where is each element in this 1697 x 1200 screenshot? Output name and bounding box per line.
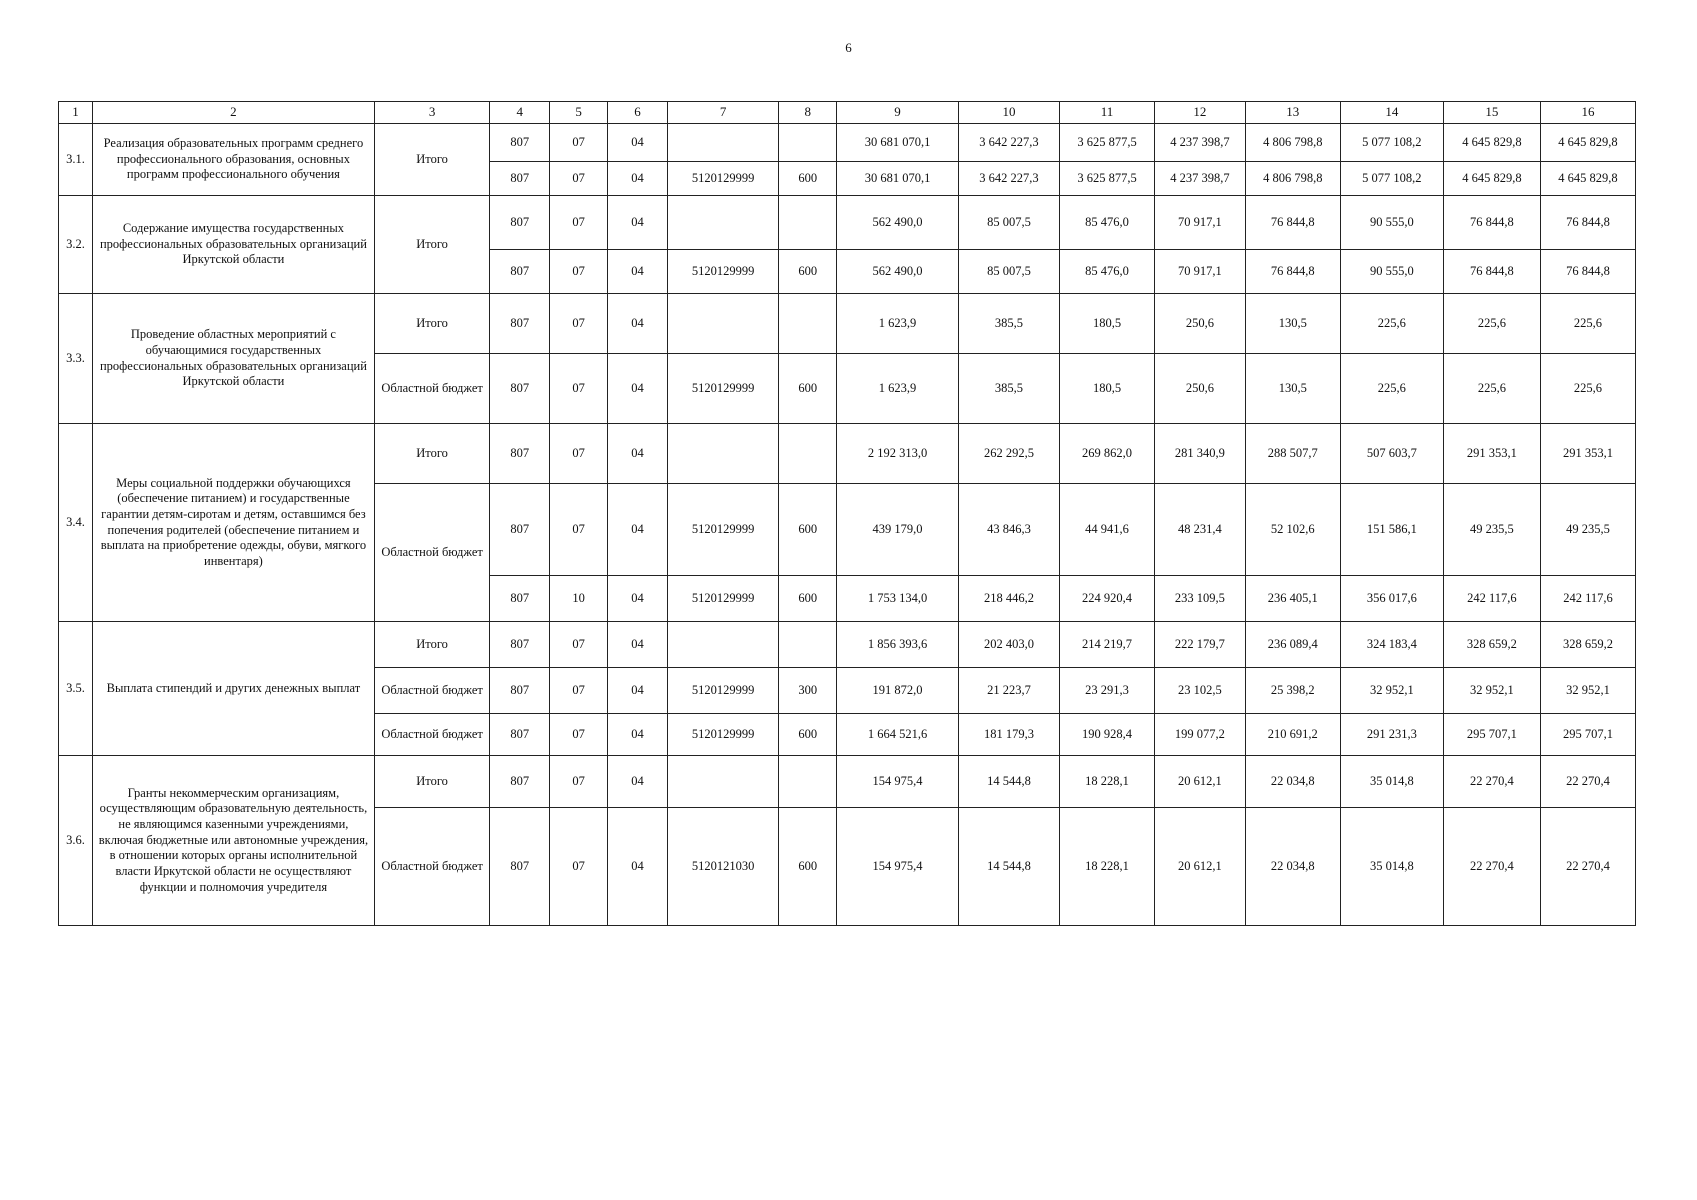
amount-col-16: 49 235,5 bbox=[1540, 484, 1635, 576]
grbs-code: 807 bbox=[490, 808, 550, 926]
expense-type-code: 600 bbox=[779, 162, 837, 196]
section-code: 07 bbox=[550, 484, 608, 576]
page-number: 6 bbox=[845, 40, 852, 55]
section-code: 07 bbox=[550, 756, 608, 808]
section-name: Реализация образовательных программ среднего профессионального образования, основных программ профессионального обучения bbox=[93, 124, 375, 196]
column-header-1: 1 bbox=[59, 102, 93, 124]
amount-col-10: 85 007,5 bbox=[958, 196, 1059, 250]
amount-col-14: 90 555,0 bbox=[1340, 250, 1443, 294]
amount-col-9: 1 623,9 bbox=[837, 294, 959, 354]
amount-col-16: 225,6 bbox=[1540, 294, 1635, 354]
amount-col-10: 14 544,8 bbox=[958, 808, 1059, 926]
amount-col-13: 25 398,2 bbox=[1245, 668, 1340, 714]
amount-col-14: 291 231,3 bbox=[1340, 714, 1443, 756]
subsection-code: 04 bbox=[608, 808, 668, 926]
column-header-4: 4 bbox=[490, 102, 550, 124]
amount-col-12: 233 109,5 bbox=[1154, 576, 1245, 622]
amount-col-10: 385,5 bbox=[958, 354, 1059, 424]
section-name: Проведение областных мероприятий с обучающимися государственных профессиональных образовательных организаций Иркутской области bbox=[93, 294, 375, 424]
amount-col-13: 4 806 798,8 bbox=[1245, 124, 1340, 162]
column-header-2: 2 bbox=[93, 102, 375, 124]
amount-col-13: 130,5 bbox=[1245, 354, 1340, 424]
column-header-15: 15 bbox=[1443, 102, 1540, 124]
funding-source: Областной бюджет bbox=[374, 714, 490, 756]
amount-col-13: 22 034,8 bbox=[1245, 756, 1340, 808]
amount-col-12: 281 340,9 bbox=[1154, 424, 1245, 484]
target-item-code: 5120129999 bbox=[667, 668, 778, 714]
column-header-16: 16 bbox=[1540, 102, 1635, 124]
funding-source: Областной бюджет bbox=[374, 808, 490, 926]
subsection-code: 04 bbox=[608, 756, 668, 808]
budget-table bbox=[58, 101, 1636, 926]
amount-col-9: 1 623,9 bbox=[837, 354, 959, 424]
target-item-code: 5120129999 bbox=[667, 162, 778, 196]
amount-col-11: 224 920,4 bbox=[1060, 576, 1155, 622]
subsection-code: 04 bbox=[608, 196, 668, 250]
amount-col-9: 2 192 313,0 bbox=[837, 424, 959, 484]
section-code: 07 bbox=[550, 250, 608, 294]
amount-col-11: 23 291,3 bbox=[1060, 668, 1155, 714]
section-name: Содержание имущества государственных профессиональных образовательных организаций Иркутской области bbox=[93, 196, 375, 294]
column-header-8: 8 bbox=[779, 102, 837, 124]
amount-col-14: 356 017,6 bbox=[1340, 576, 1443, 622]
column-header-9: 9 bbox=[837, 102, 959, 124]
amount-col-15: 4 645 829,8 bbox=[1443, 162, 1540, 196]
amount-col-12: 222 179,7 bbox=[1154, 622, 1245, 668]
column-header-10: 10 bbox=[958, 102, 1059, 124]
amount-col-15: 225,6 bbox=[1443, 354, 1540, 424]
section-number: 3.6. bbox=[59, 756, 93, 926]
amount-col-13: 210 691,2 bbox=[1245, 714, 1340, 756]
grbs-code: 807 bbox=[490, 162, 550, 196]
section-number: 3.3. bbox=[59, 294, 93, 424]
amount-col-10: 202 403,0 bbox=[958, 622, 1059, 668]
section-name: Выплата стипендий и других денежных выплат bbox=[93, 622, 375, 756]
amount-col-16: 4 645 829,8 bbox=[1540, 124, 1635, 162]
expense-type-code bbox=[779, 424, 837, 484]
subsection-code: 04 bbox=[608, 484, 668, 576]
amount-col-12: 70 917,1 bbox=[1154, 250, 1245, 294]
expense-type-code: 600 bbox=[779, 484, 837, 576]
section-number: 3.5. bbox=[59, 622, 93, 756]
grbs-code: 807 bbox=[490, 424, 550, 484]
amount-col-10: 14 544,8 bbox=[958, 756, 1059, 808]
column-header-5: 5 bbox=[550, 102, 608, 124]
expense-type-code: 600 bbox=[779, 250, 837, 294]
expense-type-code: 600 bbox=[779, 714, 837, 756]
section-name: Меры социальной поддержки обучающихся (обеспечение питанием) и государственные гарантии детям-сиротам и детям, оставшимся без попечения родителей (обеспечение питанием и выплата на приобретение одежды, обуви, мягкого инвентаря) bbox=[93, 424, 375, 622]
amount-col-16: 291 353,1 bbox=[1540, 424, 1635, 484]
target-item-code bbox=[667, 294, 778, 354]
section-number: 3.4. bbox=[59, 424, 93, 622]
amount-col-13: 4 806 798,8 bbox=[1245, 162, 1340, 196]
grbs-code: 807 bbox=[490, 124, 550, 162]
amount-col-12: 23 102,5 bbox=[1154, 668, 1245, 714]
amount-col-10: 21 223,7 bbox=[958, 668, 1059, 714]
amount-col-9: 562 490,0 bbox=[837, 250, 959, 294]
table-row bbox=[59, 756, 1636, 808]
amount-col-15: 242 117,6 bbox=[1443, 576, 1540, 622]
amount-col-16: 328 659,2 bbox=[1540, 622, 1635, 668]
target-item-code: 5120129999 bbox=[667, 250, 778, 294]
subsection-code: 04 bbox=[608, 424, 668, 484]
grbs-code: 807 bbox=[490, 196, 550, 250]
amount-col-15: 225,6 bbox=[1443, 294, 1540, 354]
amount-col-15: 291 353,1 bbox=[1443, 424, 1540, 484]
amount-col-14: 225,6 bbox=[1340, 294, 1443, 354]
amount-col-12: 250,6 bbox=[1154, 354, 1245, 424]
amount-col-9: 30 681 070,1 bbox=[837, 124, 959, 162]
expense-type-code bbox=[779, 756, 837, 808]
amount-col-12: 70 917,1 bbox=[1154, 196, 1245, 250]
amount-col-13: 22 034,8 bbox=[1245, 808, 1340, 926]
target-item-code bbox=[667, 424, 778, 484]
amount-col-9: 562 490,0 bbox=[837, 196, 959, 250]
grbs-code: 807 bbox=[490, 294, 550, 354]
amount-col-15: 49 235,5 bbox=[1443, 484, 1540, 576]
column-header-6: 6 bbox=[608, 102, 668, 124]
expense-type-code bbox=[779, 294, 837, 354]
amount-col-13: 288 507,7 bbox=[1245, 424, 1340, 484]
target-item-code: 5120129999 bbox=[667, 354, 778, 424]
amount-col-9: 439 179,0 bbox=[837, 484, 959, 576]
target-item-code: 5120129999 bbox=[667, 576, 778, 622]
target-item-code: 5120129999 bbox=[667, 484, 778, 576]
amount-col-16: 76 844,8 bbox=[1540, 196, 1635, 250]
table-body bbox=[59, 124, 1636, 926]
amount-col-10: 385,5 bbox=[958, 294, 1059, 354]
grbs-code: 807 bbox=[490, 622, 550, 668]
amount-col-15: 32 952,1 bbox=[1443, 668, 1540, 714]
subsection-code: 04 bbox=[608, 354, 668, 424]
subsection-code: 04 bbox=[608, 714, 668, 756]
amount-col-9: 30 681 070,1 bbox=[837, 162, 959, 196]
funding-source: Итого bbox=[374, 124, 490, 196]
amount-col-10: 262 292,5 bbox=[958, 424, 1059, 484]
grbs-code: 807 bbox=[490, 484, 550, 576]
section-code: 07 bbox=[550, 124, 608, 162]
subsection-code: 04 bbox=[608, 576, 668, 622]
funding-source: Областной бюджет bbox=[374, 354, 490, 424]
section-code: 07 bbox=[550, 622, 608, 668]
grbs-code: 807 bbox=[490, 576, 550, 622]
section-code: 07 bbox=[550, 354, 608, 424]
amount-col-15: 295 707,1 bbox=[1443, 714, 1540, 756]
amount-col-15: 328 659,2 bbox=[1443, 622, 1540, 668]
subsection-code: 04 bbox=[608, 294, 668, 354]
funding-source: Областной бюджет bbox=[374, 484, 490, 622]
amount-col-14: 90 555,0 bbox=[1340, 196, 1443, 250]
expense-type-code: 600 bbox=[779, 354, 837, 424]
subsection-code: 04 bbox=[608, 162, 668, 196]
amount-col-16: 22 270,4 bbox=[1540, 756, 1635, 808]
amount-col-15: 4 645 829,8 bbox=[1443, 124, 1540, 162]
target-item-code: 5120129999 bbox=[667, 714, 778, 756]
expense-type-code: 600 bbox=[779, 576, 837, 622]
section-code: 10 bbox=[550, 576, 608, 622]
amount-col-11: 214 219,7 bbox=[1060, 622, 1155, 668]
section-name: Гранты некоммерческим организациям, осуществляющим образовательную деятельность, не являющимся казенными учреждениями, включая бюджетные или автономные учреждения, в отношении которых органы исполнительной власти Иркутской области не осуществляют функции и полномочия учредителя bbox=[93, 756, 375, 926]
table-row bbox=[59, 622, 1636, 668]
funding-source: Итого bbox=[374, 756, 490, 808]
section-code: 07 bbox=[550, 808, 608, 926]
amount-col-9: 154 975,4 bbox=[837, 808, 959, 926]
funding-source: Итого bbox=[374, 622, 490, 668]
amount-col-11: 44 941,6 bbox=[1060, 484, 1155, 576]
amount-col-15: 76 844,8 bbox=[1443, 196, 1540, 250]
target-item-code bbox=[667, 756, 778, 808]
amount-col-15: 22 270,4 bbox=[1443, 808, 1540, 926]
target-item-code bbox=[667, 124, 778, 162]
amount-col-12: 199 077,2 bbox=[1154, 714, 1245, 756]
amount-col-14: 507 603,7 bbox=[1340, 424, 1443, 484]
section-number: 3.1. bbox=[59, 124, 93, 196]
amount-col-9: 191 872,0 bbox=[837, 668, 959, 714]
funding-source: Итого bbox=[374, 294, 490, 354]
amount-col-14: 35 014,8 bbox=[1340, 756, 1443, 808]
amount-col-10: 3 642 227,3 bbox=[958, 124, 1059, 162]
amount-col-11: 85 476,0 bbox=[1060, 250, 1155, 294]
amount-col-11: 85 476,0 bbox=[1060, 196, 1155, 250]
header-row bbox=[59, 102, 1636, 124]
subsection-code: 04 bbox=[608, 124, 668, 162]
amount-col-11: 190 928,4 bbox=[1060, 714, 1155, 756]
section-number: 3.2. bbox=[59, 196, 93, 294]
amount-col-14: 5 077 108,2 bbox=[1340, 162, 1443, 196]
amount-col-11: 3 625 877,5 bbox=[1060, 162, 1155, 196]
expense-type-code bbox=[779, 124, 837, 162]
amount-col-10: 181 179,3 bbox=[958, 714, 1059, 756]
table-row bbox=[59, 294, 1636, 354]
amount-col-13: 236 089,4 bbox=[1245, 622, 1340, 668]
amount-col-13: 130,5 bbox=[1245, 294, 1340, 354]
funding-source: Итого bbox=[374, 424, 490, 484]
amount-col-13: 76 844,8 bbox=[1245, 196, 1340, 250]
amount-col-16: 225,6 bbox=[1540, 354, 1635, 424]
amount-col-13: 76 844,8 bbox=[1245, 250, 1340, 294]
table-row bbox=[59, 424, 1636, 484]
amount-col-14: 32 952,1 bbox=[1340, 668, 1443, 714]
expense-type-code: 300 bbox=[779, 668, 837, 714]
amount-col-13: 52 102,6 bbox=[1245, 484, 1340, 576]
grbs-code: 807 bbox=[490, 756, 550, 808]
amount-col-10: 3 642 227,3 bbox=[958, 162, 1059, 196]
amount-col-9: 154 975,4 bbox=[837, 756, 959, 808]
amount-col-9: 1 753 134,0 bbox=[837, 576, 959, 622]
amount-col-16: 76 844,8 bbox=[1540, 250, 1635, 294]
amount-col-14: 225,6 bbox=[1340, 354, 1443, 424]
column-header-3: 3 bbox=[374, 102, 490, 124]
subsection-code: 04 bbox=[608, 668, 668, 714]
amount-col-12: 4 237 398,7 bbox=[1154, 124, 1245, 162]
section-code: 07 bbox=[550, 294, 608, 354]
section-code: 07 bbox=[550, 162, 608, 196]
section-code: 07 bbox=[550, 196, 608, 250]
amount-col-15: 22 270,4 bbox=[1443, 756, 1540, 808]
amount-col-11: 18 228,1 bbox=[1060, 808, 1155, 926]
amount-col-11: 18 228,1 bbox=[1060, 756, 1155, 808]
amount-col-12: 250,6 bbox=[1154, 294, 1245, 354]
amount-col-9: 1 856 393,6 bbox=[837, 622, 959, 668]
column-header-14: 14 bbox=[1340, 102, 1443, 124]
amount-col-16: 4 645 829,8 bbox=[1540, 162, 1635, 196]
amount-col-12: 4 237 398,7 bbox=[1154, 162, 1245, 196]
column-header-7: 7 bbox=[667, 102, 778, 124]
amount-col-13: 236 405,1 bbox=[1245, 576, 1340, 622]
amount-col-16: 22 270,4 bbox=[1540, 808, 1635, 926]
grbs-code: 807 bbox=[490, 250, 550, 294]
column-header-11: 11 bbox=[1060, 102, 1155, 124]
amount-col-16: 295 707,1 bbox=[1540, 714, 1635, 756]
amount-col-16: 32 952,1 bbox=[1540, 668, 1635, 714]
amount-col-10: 43 846,3 bbox=[958, 484, 1059, 576]
subsection-code: 04 bbox=[608, 622, 668, 668]
grbs-code: 807 bbox=[490, 714, 550, 756]
amount-col-12: 20 612,1 bbox=[1154, 756, 1245, 808]
amount-col-12: 20 612,1 bbox=[1154, 808, 1245, 926]
amount-col-14: 5 077 108,2 bbox=[1340, 124, 1443, 162]
section-code: 07 bbox=[550, 424, 608, 484]
target-item-code bbox=[667, 196, 778, 250]
target-item-code: 5120121030 bbox=[667, 808, 778, 926]
section-code: 07 bbox=[550, 714, 608, 756]
target-item-code bbox=[667, 622, 778, 668]
amount-col-14: 324 183,4 bbox=[1340, 622, 1443, 668]
amount-col-14: 151 586,1 bbox=[1340, 484, 1443, 576]
grbs-code: 807 bbox=[490, 668, 550, 714]
amount-col-11: 180,5 bbox=[1060, 354, 1155, 424]
table-row bbox=[59, 124, 1636, 162]
grbs-code: 807 bbox=[490, 354, 550, 424]
amount-col-9: 1 664 521,6 bbox=[837, 714, 959, 756]
amount-col-15: 76 844,8 bbox=[1443, 250, 1540, 294]
amount-col-11: 180,5 bbox=[1060, 294, 1155, 354]
amount-col-16: 242 117,6 bbox=[1540, 576, 1635, 622]
table-row bbox=[59, 196, 1636, 250]
expense-type-code: 600 bbox=[779, 808, 837, 926]
section-code: 07 bbox=[550, 668, 608, 714]
amount-col-10: 218 446,2 bbox=[958, 576, 1059, 622]
amount-col-10: 85 007,5 bbox=[958, 250, 1059, 294]
funding-source: Областной бюджет bbox=[374, 668, 490, 714]
amount-col-11: 269 862,0 bbox=[1060, 424, 1155, 484]
amount-col-12: 48 231,4 bbox=[1154, 484, 1245, 576]
expense-type-code bbox=[779, 622, 837, 668]
column-header-12: 12 bbox=[1154, 102, 1245, 124]
funding-source: Итого bbox=[374, 196, 490, 294]
column-header-13: 13 bbox=[1245, 102, 1340, 124]
amount-col-14: 35 014,8 bbox=[1340, 808, 1443, 926]
expense-type-code bbox=[779, 196, 837, 250]
subsection-code: 04 bbox=[608, 250, 668, 294]
amount-col-11: 3 625 877,5 bbox=[1060, 124, 1155, 162]
